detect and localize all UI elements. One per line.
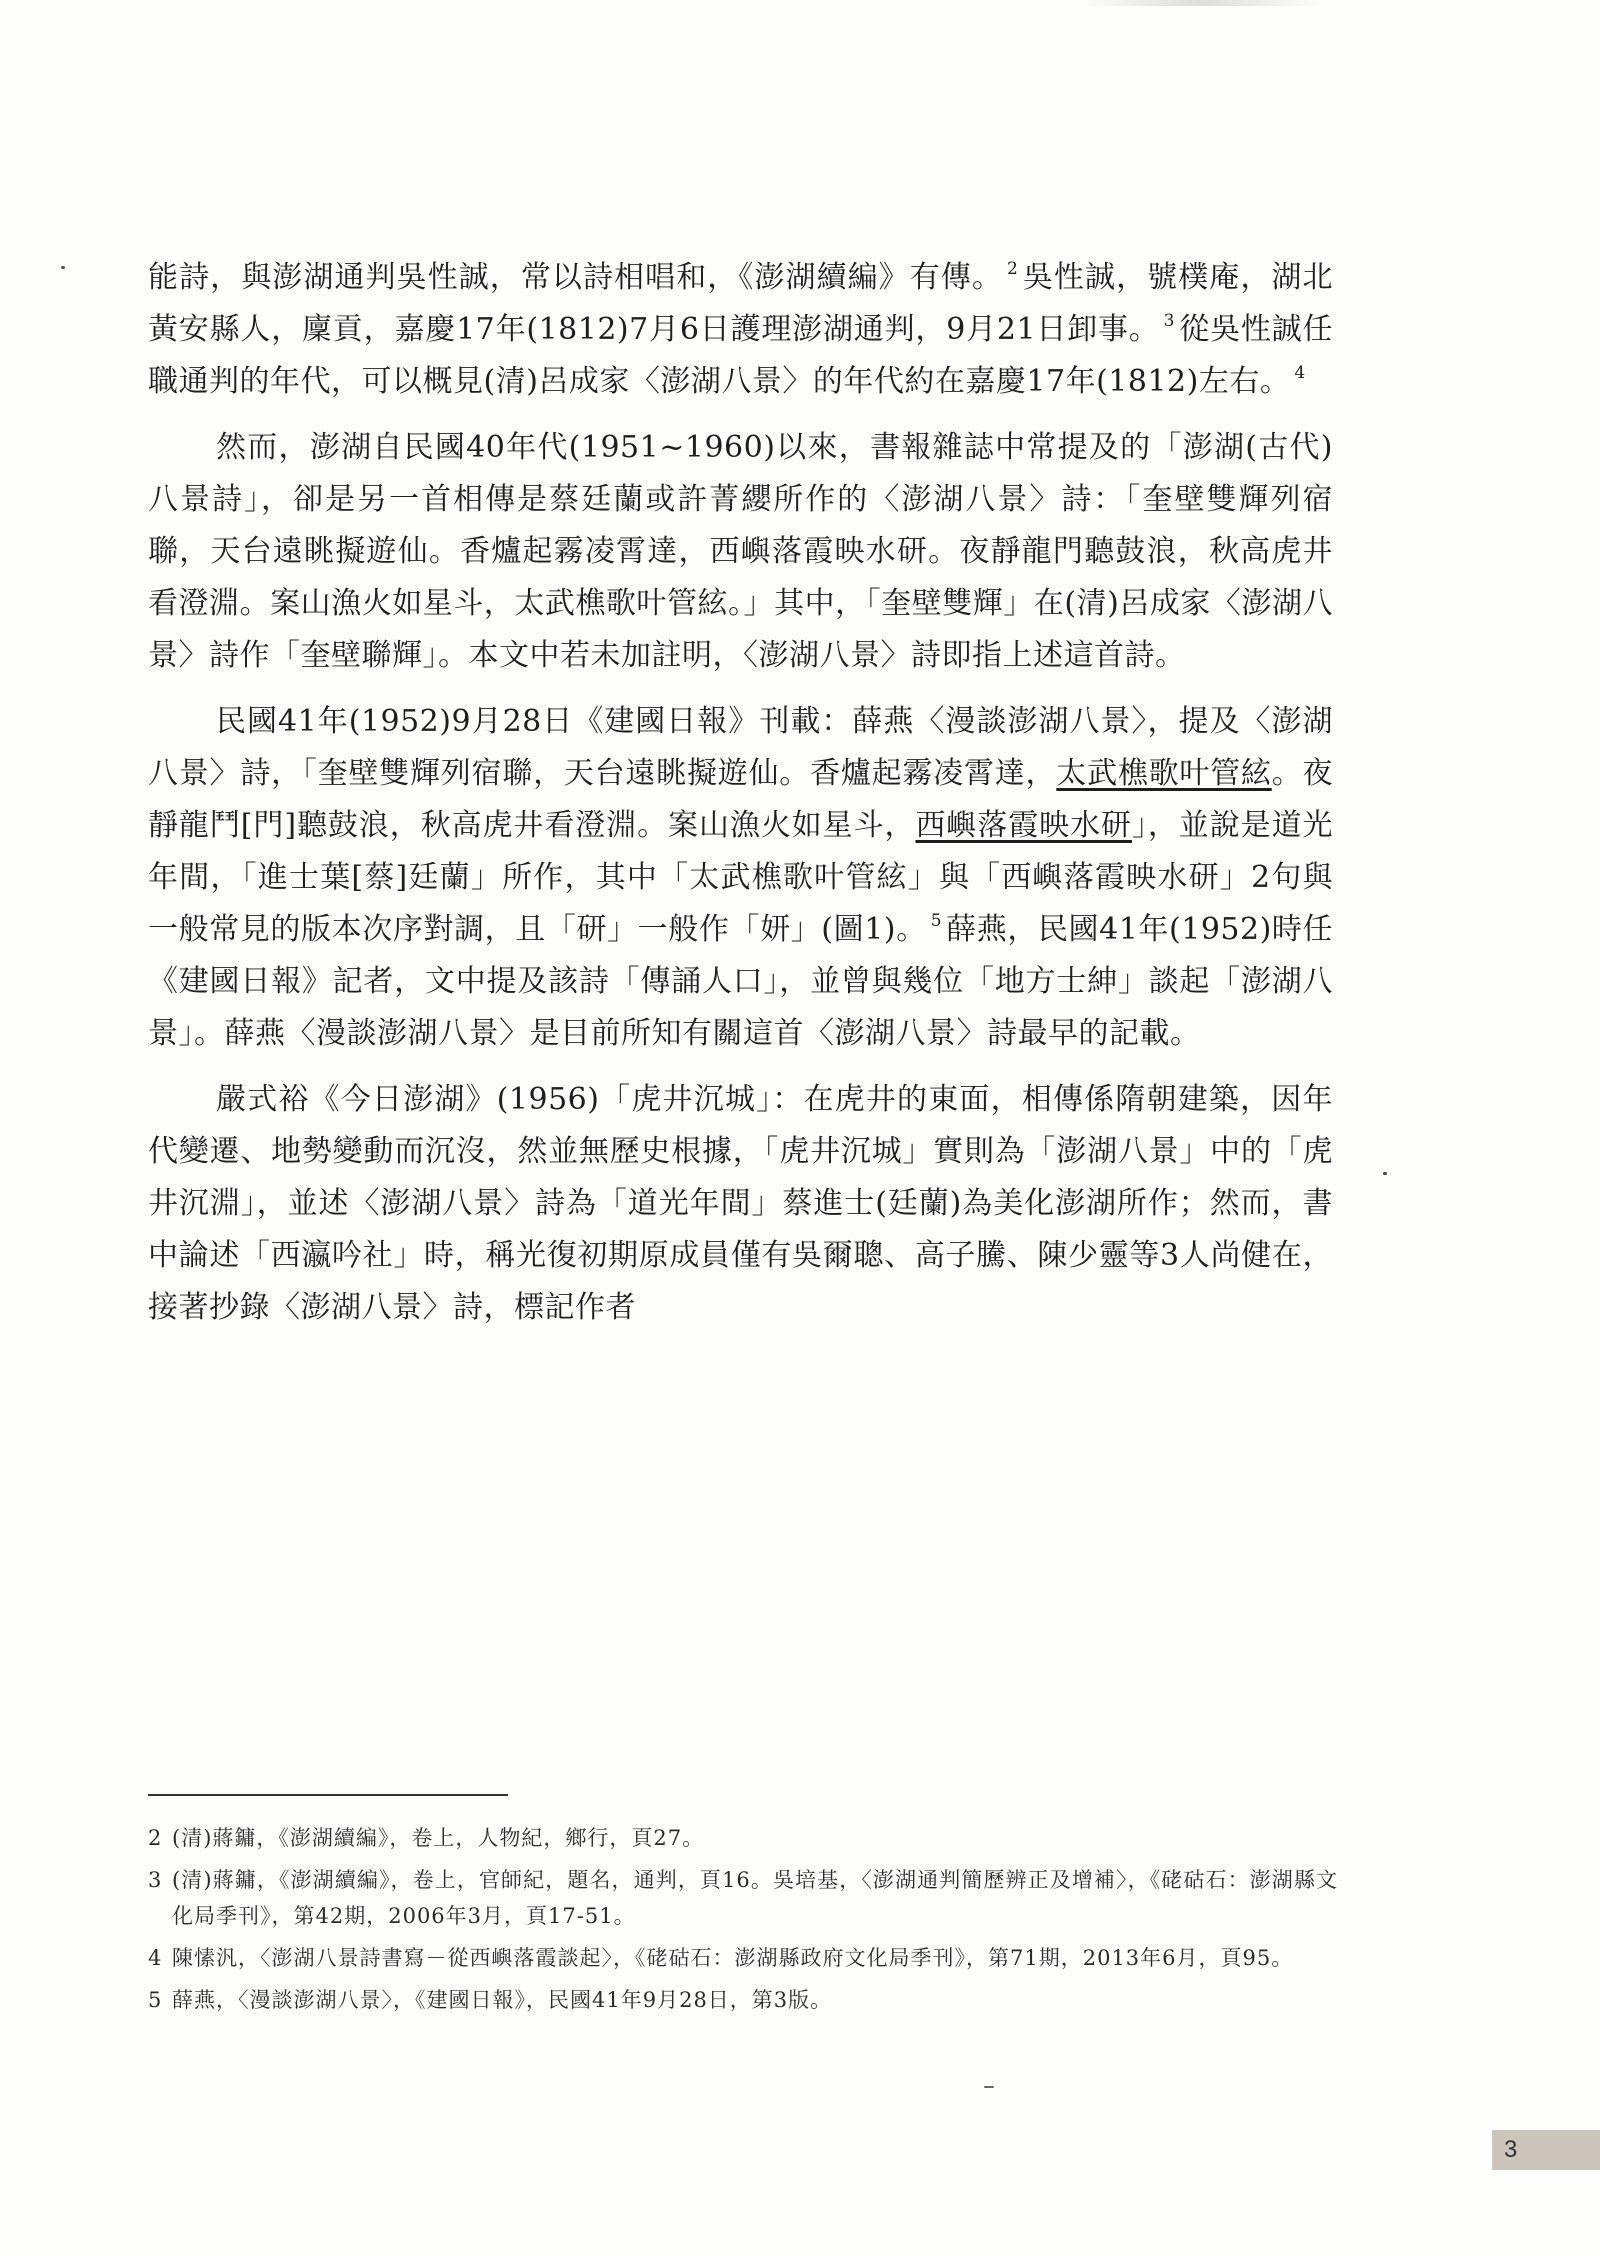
paragraph-4: 嚴式裕《今日澎湖》(1956)「虎井沉城」：在虎井的東面，相傳係隋朝建築，因年代變遷、地勢變動而沉沒，然並無歷史根據，「虎井沉城」實則為「澎湖八景」中的「虎井沉淵」，並述〈澎湖八景〉詩為「道光年間」蔡進士(廷蘭)為美化澎湖所作；然而，書中論述「西瀛吟社」時，稱光復初期原成員僅有吳爾聰、高子騰、陳少靈等3人尚健在，接著抄錄〈澎湖八景〉詩，標記作者 [148,1082,1333,1325]
scan-speck [61,266,65,269]
footnote-text: 陳愫汎，〈澎湖八景詩書寫－從西嶼落霞談起〉，《硓𥑮石：澎湖縣政府文化局季刊》，第71期，2013年6月，頁95。 [172,1946,1294,1970]
footnote-text: (清)蔣鏞，《澎湖續編》，卷上，人物紀，鄉行，頁27。 [172,1826,705,1850]
footnote-ref-5[interactable]: 5 [930,911,943,931]
footnote-number: 3 [148,1868,163,1892]
footnote-4 [148,1940,1338,1976]
footnote-ref-4[interactable]: 4 [1294,363,1306,383]
footnote-text: 薛燕，〈漫談澎湖八景〉，《建國日報》，民國41年9月28日，第3版。 [172,1988,833,2012]
footnote-ref-3[interactable]: 3 [1163,311,1175,331]
footnote-2 [148,1820,1338,1856]
footnote-text: (清)蔣鏞，《澎湖續編》，卷上，官師紀，題名，通判，頁16。吳培基，〈澎湖通判簡歷辨正及增補〉，《硓𥑮石：澎湖縣文化局季刊》，第42期，2006年3月，頁17-51。 [172,1868,1338,1928]
paragraph-1-part-b: 吳性誠，號樸庵，湖北黃安縣人，廩貢，嘉慶17年(1812)7月6日護理澎湖通判，9月21日卸事。 [148,260,1333,347]
footnote-3 [148,1862,1338,1934]
paragraph-3-part-d: 薛燕，民國41年(1952)時任《建國日報》記者，文中提及該詩「傳誦人口」，並曾與幾位「地方士紳」談起「澎湖八景」。薛燕〈漫談澎湖八景〉是目前所知有關這首〈澎湖八景〉詩最早的記載。 [148,912,1333,1051]
paragraph-3 [148,696,1333,1060]
footnote-divider [148,1794,508,1796]
scan-artifact [1080,0,1320,6]
scan-speck [984,2086,994,2088]
paragraph-1 [148,252,1333,408]
paragraph-1-part-a: 能詩，與澎湖通判吳性誠，常以詩相唱和，《澎湖續編》有傳。 [148,260,1003,295]
footnote-5 [148,1982,1338,2018]
paragraph-1-part-c: 從吳性誠任職通判的年代，可以概見(清)呂成家〈澎湖八景〉的年代約在嘉慶17年(1812)左右。 [148,312,1333,399]
paragraph-3-part-a: 民國41年(1952)9月28日《建國日報》刊載：薛燕〈漫談澎湖八景〉，提及〈澎湖八景〉詩，「奎壁雙輝列宿聯，天台遠眺擬遊仙。香爐起霧凌霄達， [148,704,1333,791]
scan-speck [1383,1172,1387,1175]
paragraph-3-part-b: 。夜靜龍鬥[門]聽鼓浪，秋高虎井看澄淵。案山漁火如星斗， [148,756,1334,843]
footnote-ref-2[interactable]: 2 [1006,259,1019,279]
page-number: 3 [1492,2130,1600,2170]
footnote-number: 2 [148,1826,163,1850]
footnote-number: 5 [148,1988,163,2012]
underlined-verse-1: 太武樵歌叶管絃 [1056,756,1272,791]
underlined-verse-2: 西嶼落霞映水研 [915,808,1132,843]
footnote-number: 4 [148,1946,163,1970]
paragraph-3-part-c: 」，並說是道光年間，「進士葉[蔡]廷蘭」所作，其中「太武樵歌叶管絃」與「西嶼落霞映水研」2句與一般常見的版本次序對調，且「研」一般作「妍」(圖1)。 [148,808,1334,947]
footnotes [148,1820,1338,2024]
body-text [148,252,1333,1348]
paragraph-2: 然而，澎湖自民國40年代(1951~1960)以來，書報雜誌中常提及的「澎湖(古代)八景詩」，卻是另一首相傳是蔡廷蘭或許菁纓所作的〈澎湖八景〉詩：「奎壁雙輝列宿聯，天台遠眺擬遊仙。香爐起霧凌霄達，西嶼落霞映水研。夜靜龍門聽鼓浪，秋高虎井看澄淵。案山漁火如星斗，太武樵歌叶管絃。」其中，「奎壁雙輝」在(清)呂成家〈澎湖八景〉詩作「奎壁聯輝」。本文中若未加註明，〈澎湖八景〉詩即指上述這首詩。 [148,430,1333,673]
